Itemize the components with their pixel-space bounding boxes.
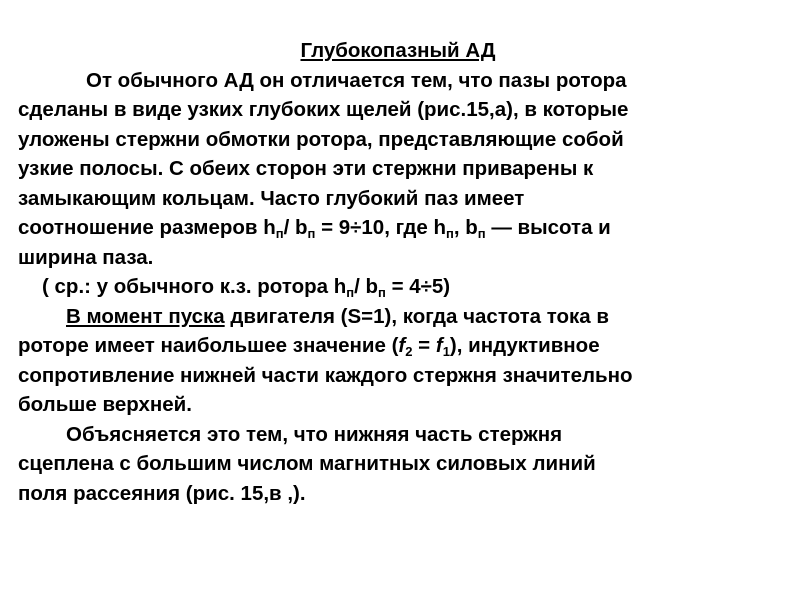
text-fragment: / b [354,275,379,298]
text-fragment: двигателя (S=1), когда частота тока в [224,304,609,328]
text-line: уложены стержни обмотки ротора, представляющие собой [18,127,624,151]
text-fragment: роторе имеет наибольшее значение ( [18,334,399,357]
paragraph-startup [18,302,770,420]
text-line: сопротивление нижней части каждого стержня значительно [18,363,633,387]
paragraph-comparison [18,272,770,302]
subscript: п [445,226,454,241]
text-line: больше верхней. [18,393,192,416]
text-line-ratio [18,213,770,243]
text-fragment: соотношение размеров h [18,216,276,239]
text-line [18,302,770,332]
text-line: поля рассеяния (рис. 15,в ,). [18,481,306,505]
subscript: 1 [442,344,450,359]
text-fragment: — высота и [485,216,611,239]
subscript: п [307,226,316,241]
text-line: узкие полосы. С обеих сторон эти стержни приварены к [18,157,594,180]
text-fragment: , b [453,216,478,239]
paragraph-description [18,66,770,273]
text-line: сделаны в виде узких глубоких щелей (рис.15,а), в которые [18,98,629,121]
subscript: п [275,226,284,241]
text-line: замыкающим кольцам. Часто глубокий паз имеет [18,186,525,210]
paragraph-explanation [18,420,770,509]
slide-title: Глубокопазный АД [300,39,496,62]
subscript: 2 [405,344,413,359]
italic-symbol: f [435,334,443,357]
subscript: п [346,285,355,300]
text-fragment: / b [283,216,308,239]
subscript: п [378,285,386,300]
text-fragment: ), индуктивное [449,334,600,357]
text-line: сцеплена с большим числом магнитных силовых линий [18,452,596,475]
text-line: От обычного АД он отличается тем, что пазы ротора [86,68,627,92]
subscript: п [477,226,486,241]
text-line: Объясняется это тем, что нижняя часть стержня [66,422,563,446]
text-fragment: ( ср.: у обычного к.з. ротора h [42,275,347,298]
text-line-frequency [18,331,770,361]
italic-symbol: f [398,334,406,357]
text-fragment: = [412,334,436,357]
underlined-phrase: В момент пуска [66,304,225,328]
text-line: ширина паза. [18,245,154,269]
text-fragment: = 9÷10, где h [315,216,446,239]
text-fragment: = 4÷5) [385,275,451,298]
